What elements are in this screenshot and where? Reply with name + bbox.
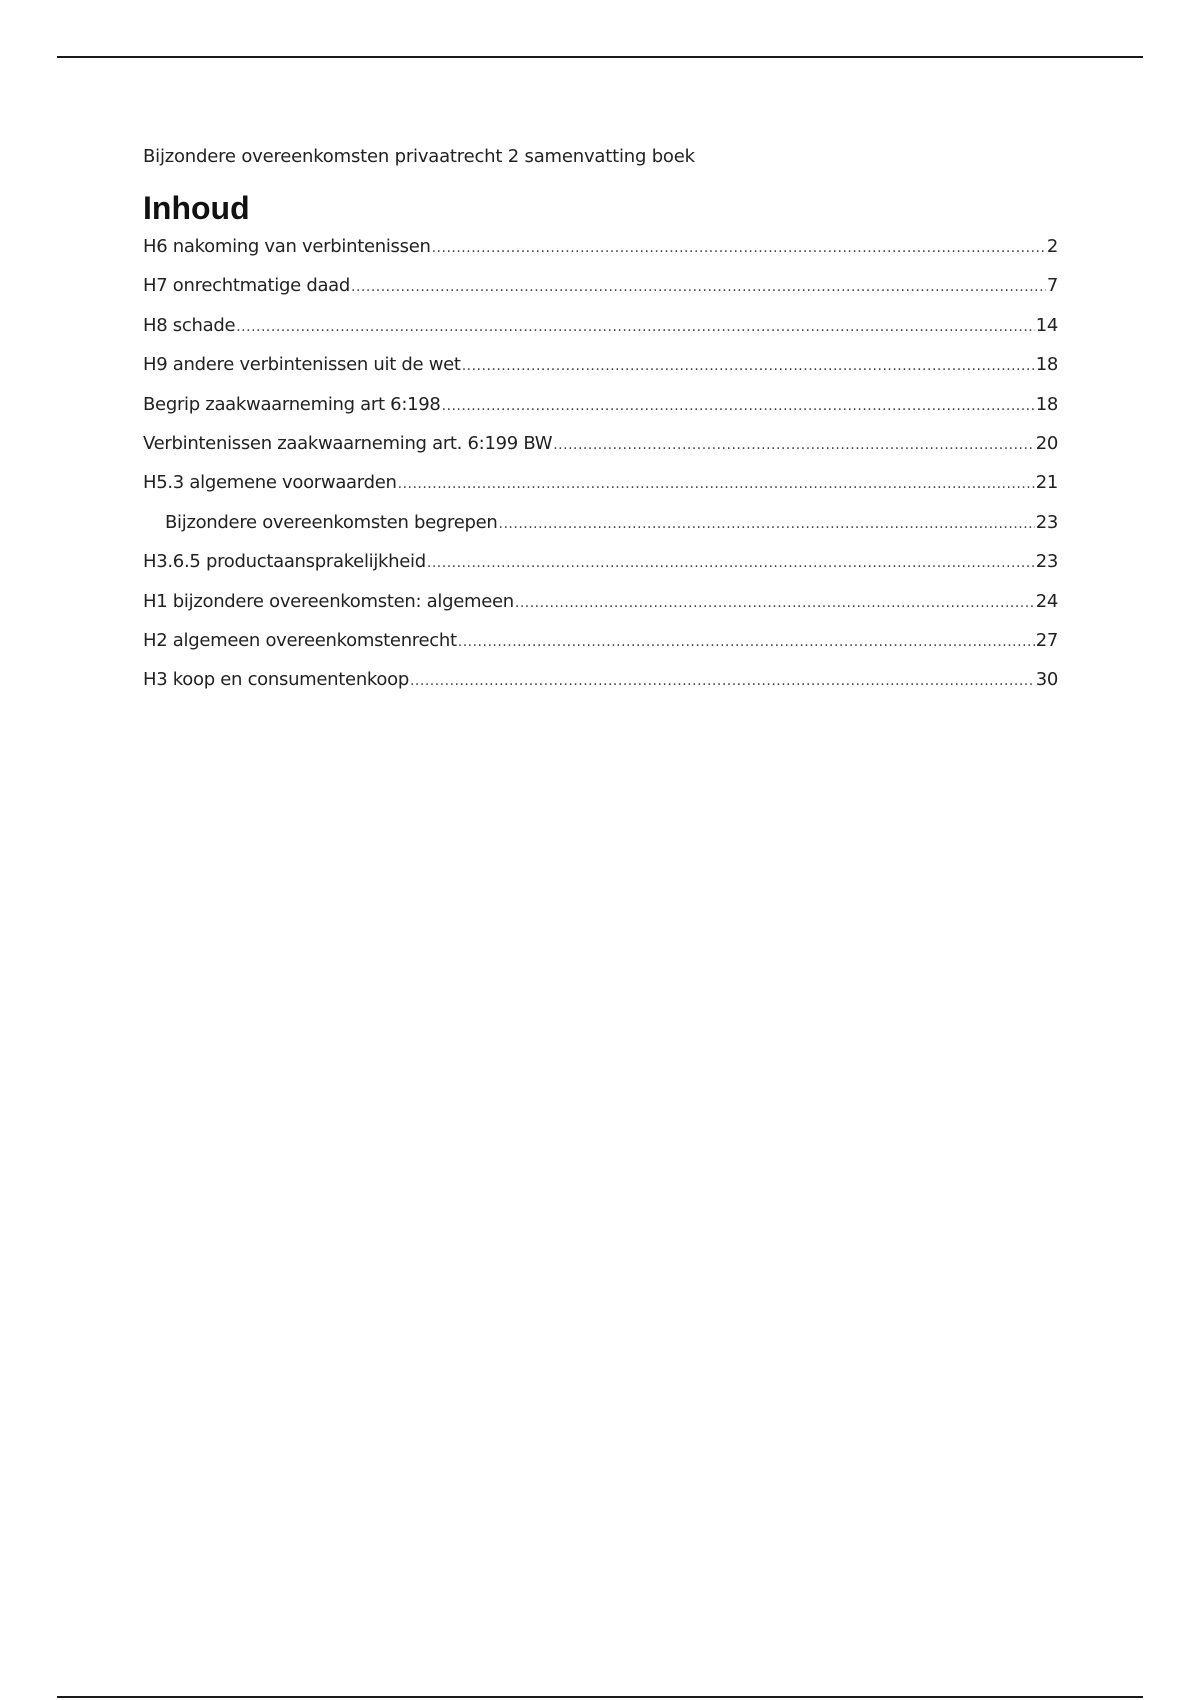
toc-dot-leader [499, 512, 1035, 533]
document-title: Bijzondere overeenkomsten privaatrecht 2 samenvatting boek [143, 146, 695, 167]
footer-rule [57, 1696, 1143, 1698]
toc-entry[interactable] [143, 315, 1058, 354]
toc-entry[interactable] [143, 551, 1058, 590]
toc-dot-leader [236, 315, 1034, 336]
toc-entry[interactable] [143, 354, 1058, 393]
toc-dot-leader [432, 236, 1046, 257]
toc-dot-leader [398, 472, 1035, 493]
toc-entry-page: 18 [1035, 354, 1058, 376]
toc-entry-label: H6 nakoming van verbintenissen [143, 236, 431, 257]
toc-subentry[interactable] [143, 512, 1058, 551]
toc-entry-label: H8 schade [143, 314, 236, 336]
toc-entry-label: H9 andere verbintenissen uit de wet [143, 354, 461, 376]
toc-entry-label: H3.6.5 productaansprakelijkheid [143, 551, 426, 573]
toc-entry-page: 21 [1035, 472, 1058, 494]
toc-dot-leader [427, 551, 1035, 572]
document-page [143, 140, 1058, 709]
table-of-contents [143, 236, 1058, 709]
toc-entry-page: 18 [1035, 393, 1058, 415]
toc-entry-label: H5.3 algemene voorwaarden [143, 472, 397, 494]
toc-entry-page: 27 [1035, 629, 1058, 651]
toc-entry-page: 7 [1046, 275, 1058, 297]
toc-dot-leader [351, 275, 1046, 296]
header-rule [57, 56, 1143, 58]
toc-dot-leader [410, 669, 1035, 690]
toc-entry[interactable] [143, 433, 1058, 472]
toc-entry-page: 24 [1035, 590, 1058, 612]
toc-entry[interactable] [143, 630, 1058, 669]
toc-entry-page: 30 [1035, 669, 1058, 691]
toc-entry[interactable] [143, 236, 1058, 275]
toc-dot-leader [515, 591, 1035, 612]
toc-dot-leader [553, 433, 1034, 454]
toc-entry-label: H3 koop en consumentenkoop [143, 669, 409, 691]
toc-entry-page: 23 [1035, 551, 1058, 573]
toc-entry[interactable] [143, 394, 1058, 433]
toc-entry-label: Verbintenissen zaakwaarneming art. 6:199 BW [143, 432, 553, 454]
toc-entry-label: Bijzondere overeenkomsten begrepen [165, 511, 498, 533]
toc-entry-page: 23 [1035, 511, 1058, 533]
toc-entry-page: 14 [1035, 314, 1058, 336]
toc-dot-leader [458, 630, 1035, 651]
toc-entry[interactable] [143, 669, 1058, 708]
toc-entry[interactable] [143, 275, 1058, 314]
toc-entry-page: 2 [1046, 236, 1058, 257]
toc-entry-page: 20 [1035, 432, 1058, 454]
toc-entry[interactable] [143, 591, 1058, 630]
toc-dot-leader [442, 394, 1035, 415]
toc-entry-label: H7 onrechtmatige daad [143, 275, 351, 297]
toc-entry-label: H1 bijzondere overeenkomsten: algemeen [143, 590, 514, 612]
toc-entry-label: H2 algemeen overeenkomstenrecht [143, 629, 457, 651]
toc-dot-leader [462, 354, 1035, 375]
toc-entry[interactable] [143, 472, 1058, 511]
toc-entry-label: Begrip zaakwaarneming art 6:198 [143, 393, 441, 415]
toc-heading: Inhoud [143, 190, 250, 226]
